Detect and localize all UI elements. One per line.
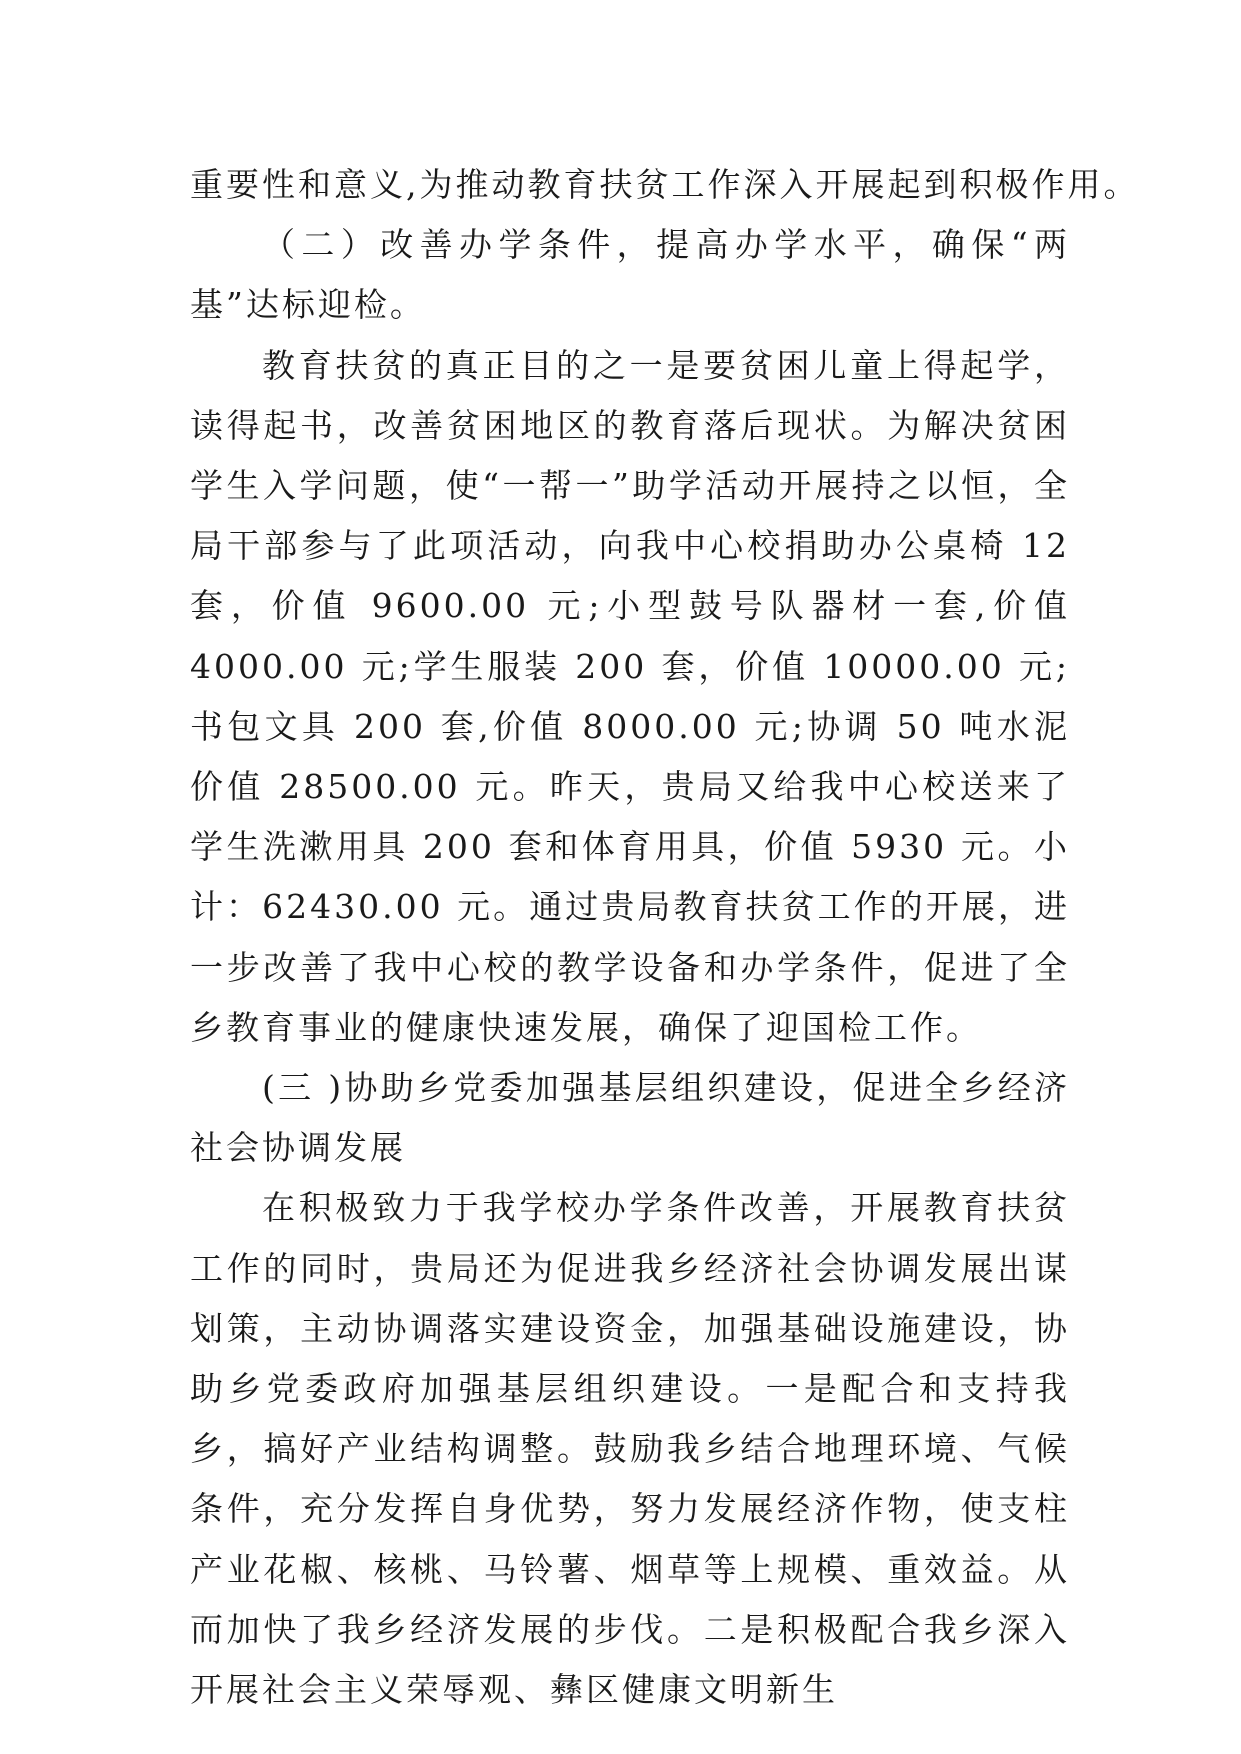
section-heading-3: (三 )协助乡党委加强基层组织建设，促进全乡经济社会协调发展 bbox=[190, 1068, 1070, 1168]
paragraph-education-poverty-relief: 教育扶贫的真正目的之一是要贫困儿童上得起学，读得起书，改善贫困地区的教育落后现状。为解决贫困学生入学问题，使“一帮一”助学活动开展持之以恒，全局干部参与了此项活动，向我中心校捐助办公桌椅 12 套，价值 9600.00 元;小型鼓号队器材一套,价值 4000.00 元;学生服装 200 套，价值 10000.00 元;书包文具 200 套,价值 8000.00 元;协调 50 吨水泥价值 28500.00 元。昨天，贵局又给我中心校送来了学生洗漱用具 200 套和体育用具，价值 5930 元。小计：62430.00 元。通过贵局教育扶贫工作的开展，进一步改善了我中心校的教学设备和办学条件，促进了全乡教育事业的健康快速发展，确保了迎国检工作。 bbox=[190, 345, 1070, 1047]
document-body bbox=[190, 155, 1140, 1720]
paragraph-continuation: 重要性和意义,为推动教育扶贫工作深入开展起到积极作用。 bbox=[190, 165, 1140, 204]
section-heading-2: （二）改善办学条件，提高办学水平，确保“两基”达标迎检。 bbox=[190, 225, 1070, 325]
paragraph-economic-development: 在积极致力于我学校办学条件改善，开展教育扶贫工作的同时，贵局还为促进我乡经济社会协调发展出谋划策，主动协调落实建设资金，加强基础设施建设，协助乡党委政府加强基层组织建设。一是配合和支持我乡，搞好产业结构调整。鼓励我乡结合地理环境、气候条件，充分发挥自身优势，努力发展经济作物，使支柱产业花椒、核桃、马铃薯、烟草等上规模、重效益。从而加快了我乡经济发展的步伐。二是积极配合我乡深入开展社会主义荣辱观、彝区健康文明新生 bbox=[190, 1188, 1070, 1710]
